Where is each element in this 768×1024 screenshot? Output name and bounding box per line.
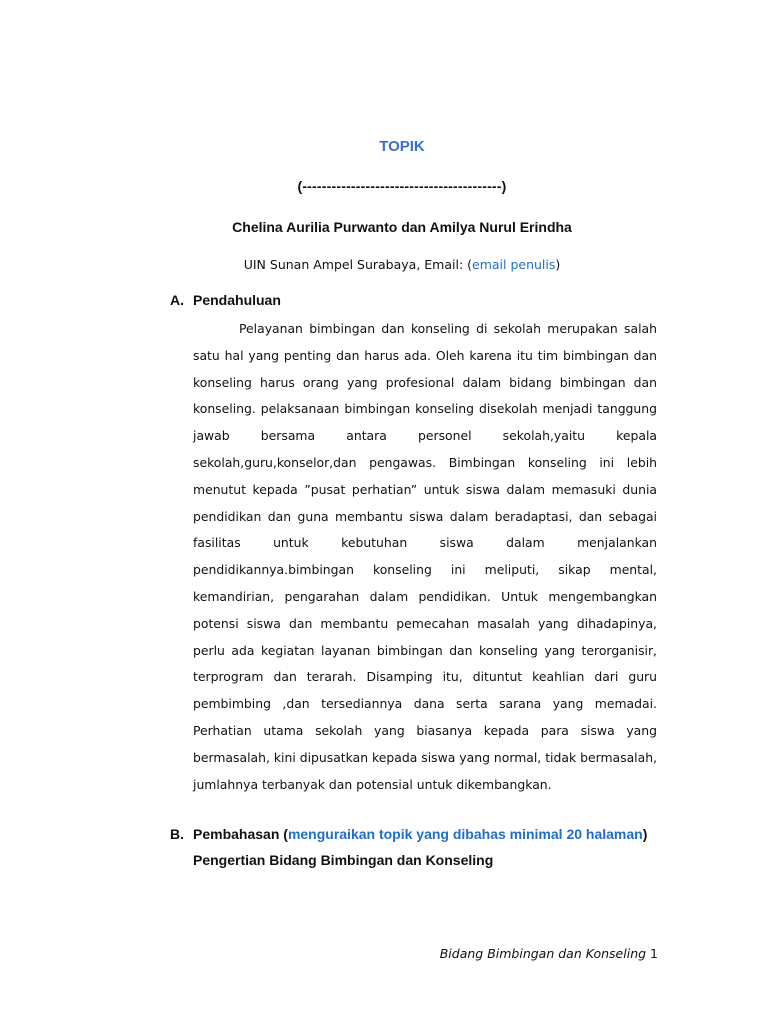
- email-link[interactable]: email penulis: [472, 257, 556, 272]
- section-a-paragraph: Pelayanan bimbingan dan konseling di sekolah merupakan salah satu hal yang penting dan harus ada. Oleh karena itu tim bimbingan dan konseling harus orang yang profesional dalam bidang bimbingan dan konseling. pelaksanaan bimbingan konseling disekolah menjadi tanggung jawab bersama antara personel sekolah,yaitu kepala sekolah,guru,konselor,dan pengawas. Bimbingan konseling ini lebih menutut kepada ”pusat perhatian” untuk siswa dalam memasuki dunia pendidikan dan guna membantu siswa dalam beradaptasi, dan sebagai fasilitas untuk kebutuhan siswa dalam menjalankan pendidikannya.bimbingan konseling ini meliputi, sikap mental, kemandirian, pengarahan dalam pendidikan. Untuk mengembangkan potensi siswa dan membantu pemecahan masalah yang dihadapinya, perlu ada kegiatan layanan bimbingan dan konseling yang terorganisir, terprogram dan terarah. Disamping itu, dituntut keahlian dari guru pembimbing ,dan tersediannya dana serta sarana yang memadai. Perhatian utama sekolah yang biasanya kepada para siswa yang bermasalah, kini dipusatkan kepada siswa yang normal, tidak bermasalah, jumlahnya terbanyak dan potensial untuk dikembangkan.: [193, 321, 657, 792]
- section-a-letter: A.: [170, 292, 184, 308]
- footer-text: Bidang Bimbingan dan Konseling: [439, 946, 647, 961]
- page-number: 1: [650, 946, 658, 961]
- section-b-title-note: menguraikan topik yang dibahas minimal 20 halaman: [287, 826, 643, 842]
- section-a-title: Pendahuluan: [193, 292, 281, 308]
- section-b-letter: B.: [170, 826, 184, 842]
- document-subtitle: (-----------------------------------------): [297, 178, 507, 194]
- section-b-title: [193, 826, 647, 842]
- affiliation-line: [0, 257, 768, 272]
- section-b-title-text: Pembahasan (: [193, 826, 288, 842]
- section-b-title-close: ): [642, 826, 648, 842]
- page-footer: [440, 946, 658, 961]
- authors-line: Chelina Aurilia Purwanto dan Amilya Nurul Erindha: [232, 219, 572, 235]
- affiliation-prefix: UIN Sunan Ampel Surabaya, Email: (: [243, 257, 473, 272]
- affiliation-suffix: ): [555, 257, 561, 272]
- document-title: TOPIK: [379, 138, 425, 155]
- section-b-subtitle: Pengertian Bidang Bimbingan dan Konseling: [193, 852, 494, 868]
